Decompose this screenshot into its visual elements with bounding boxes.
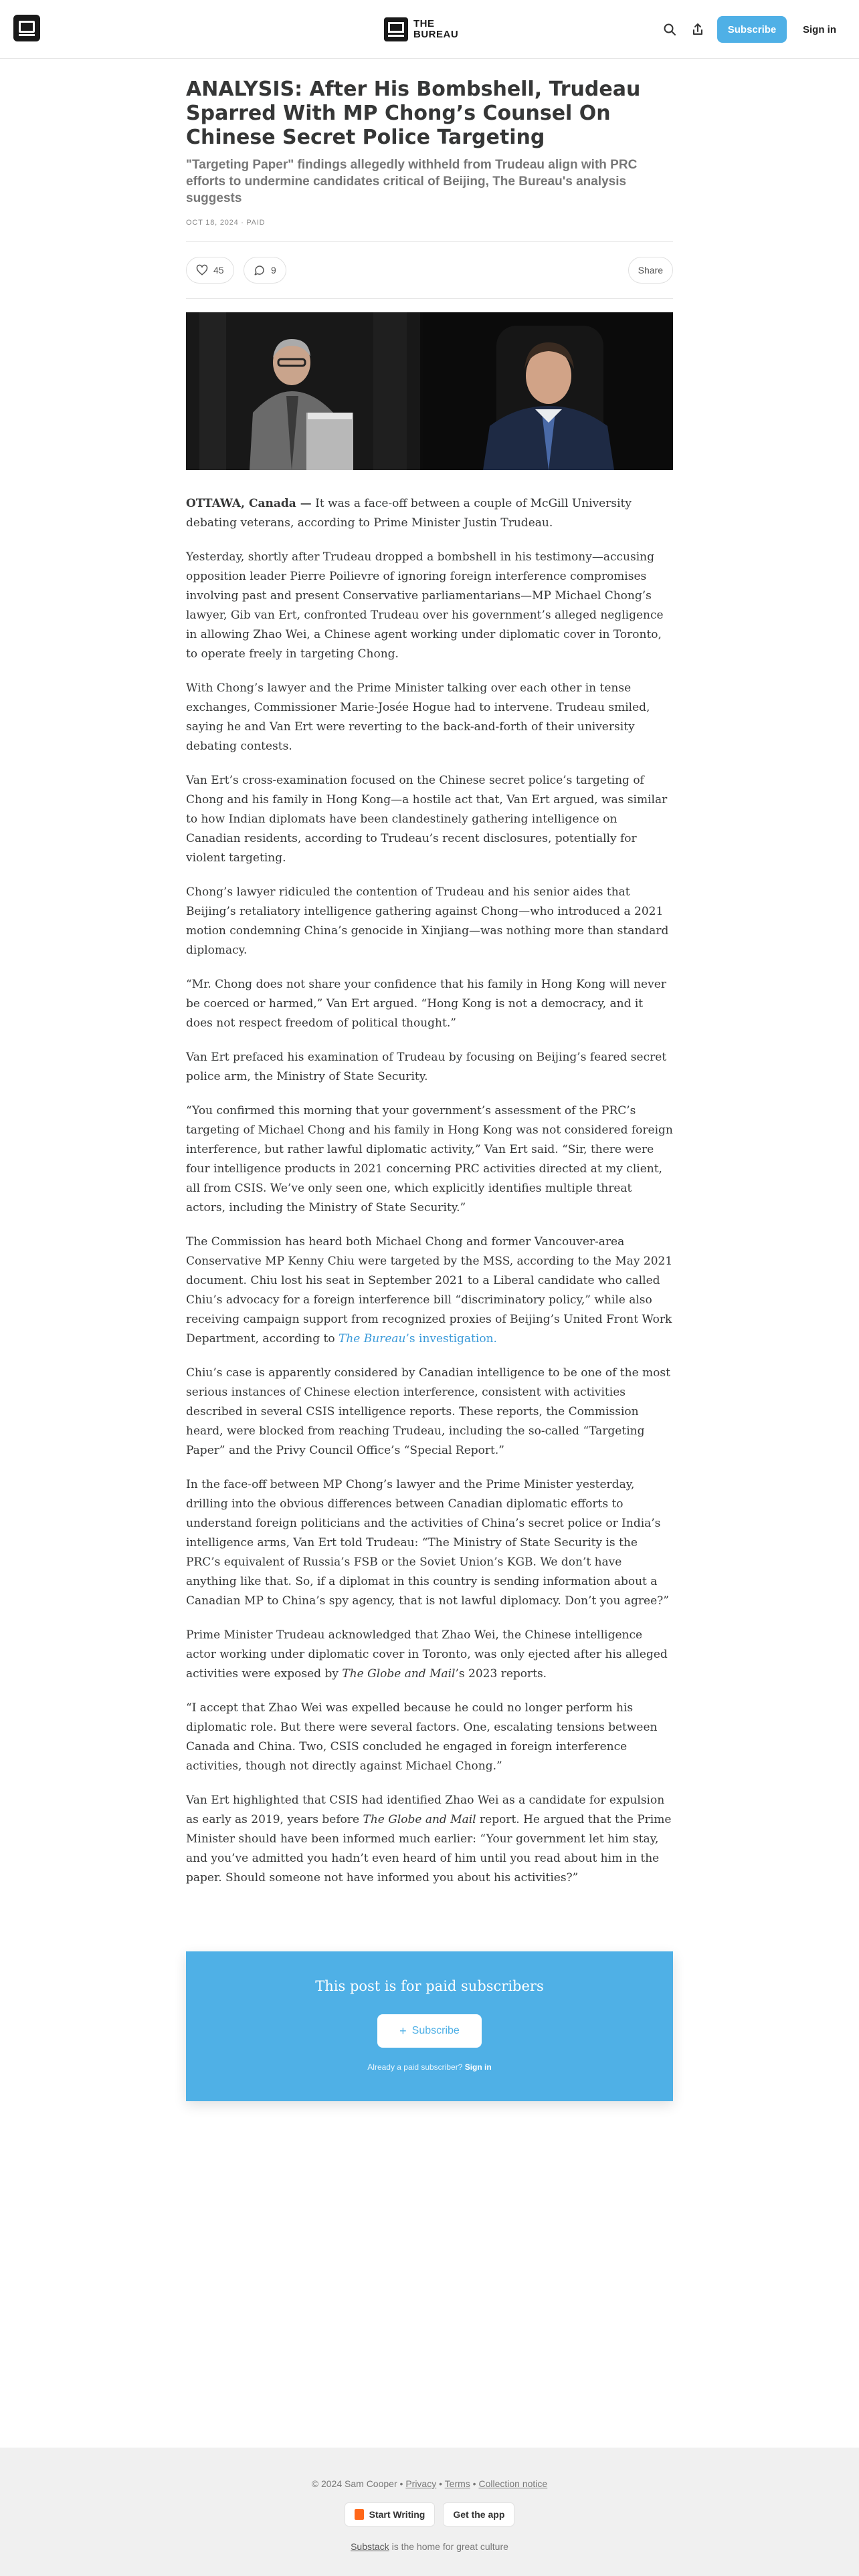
header-subscribe-button[interactable]: Subscribe (717, 16, 787, 43)
paragraph: The Commission has heard both Michael Chong and former Vancouver-area Conservative MP Kenny Chiu were targeted by the MSS, according to the May 2021 document. Chiu lost his seat in September 2021 to a Liberal candidate who called Chiu’s advocacy for a foreign interference bill “discriminatory policy,” while also receiving campaign support from recognized proxies of Beijing’s United Front Work Department, according to The Bureau’s investigation. (186, 1235, 673, 1346)
substack-link[interactable]: Substack (351, 2541, 389, 2552)
paragraph: Yesterday, shortly after Trudeau dropped a bombshell in his testimony—accusing opposition leader Pierre Poilievre of ignoring foreign interference compromises involving past and present Conservative parliamentarians—MP Michael Chong’s lawyer, Gib van Ert, confronted Trudeau over his government’s alleged negligence in allowing Zhao Wei, a Chinese agent working under diplomatic cover in Toronto, to operate freely in targeting Chong. (186, 550, 664, 661)
brand-name-line2: BUREAU (413, 29, 459, 40)
paragraph: Van Ert highlighted that CSIS had identified Zhao Wei as a candidate for expulsion as early as 2019, years before The Globe and Mail report. He argued that the Prime Minister should have been informed much earlier: “Your government let him stay, and you’ve admitted you hadn’t even heard of him until you read about him in the paper. Should someone not have informed you about his activities?” (186, 1794, 672, 1885)
top-navigation-bar (0, 0, 859, 59)
share-button[interactable] (628, 257, 673, 284)
start-writing-button[interactable]: Start Writing (345, 2502, 436, 2527)
post-date: OCT 18, 2024 (186, 219, 239, 227)
paragraph: “I accept that Zhao Wei was expelled because he could no longer perform his diplomatic role. But there were several factors. One, escalating tensions between Canada and China. Two, CSIS concluded he engaged in foreign interference activities, though not directly against Michael Chong.” (186, 1701, 658, 1773)
site-footer (0, 2448, 859, 2576)
dateline: OTTAWA, Canada — (186, 497, 312, 510)
comment-bubble-icon (254, 264, 266, 276)
post-title: ANALYSIS: After His Bombshell, Trudeau Sparred With MP Chong’s Counsel On Chinese Secret Police Targeting (186, 78, 641, 149)
paragraph: In the face-off between MP Chong’s lawyer and the Prime Minister yesterday, drilling into the obvious differences between Canadian diplomatic efforts to understand foreign politicians and the activities of China’s secret police or India’s intelligence arms, Van Ert told Trudeau: “The Ministry of State Security is the PRC’s equivalent of Russia’s FSB or the Soviet Union’s KGB. We don’t have anything like that. So, if a diplomat in this country is sending information about a Canadian MP to China’s spy agency, that is not lawful diplomacy. Don’t you agree?” (186, 1478, 669, 1608)
paragraph: Van Ert’s cross-examination focused on the Chinese secret police’s targeting of Chong and his family in Hong Kong—a hostile act that, Van Ert argued, was similar to how Indian diplomats have been clandestinely gathering intelligence on Canadian residents, according to Trudeau’s recent disclosures, potentially for violent targeting. (186, 774, 668, 865)
paragraph: OTTAWA, Canada — It was a face-off between a couple of McGill University debating veterans, according to Prime Minister Justin Trudeau. (186, 497, 632, 530)
paragraph: With Chong’s lawyer and the Prime Minister talking over each other in tense exchanges, Commissioner Marie-Josée Hogue had to intervene. Trudeau smiled, saying he and Van Ert were reverting to the back-and-forth of their university debating contests. (186, 681, 650, 753)
search-icon[interactable] (661, 21, 678, 38)
publication-logo-icon[interactable] (13, 15, 40, 41)
post-meta: OCT 18, 2024 ∙ PAID (186, 219, 266, 227)
share-upload-icon[interactable] (689, 21, 706, 38)
post-body (186, 494, 673, 1888)
like-button[interactable] (186, 257, 234, 284)
paywall-footer: Already a paid subscriber? Sign in (367, 2062, 492, 2072)
paragraph: Prime Minister Trudeau acknowledged that Zhao Wei, the Chinese intelligence actor working under diplomatic cover in Toronto, was only ejected after his alleged activities were exposed by The Globe and Mail’s 2023 reports. (186, 1628, 668, 1681)
paragraph: Van Ert prefaced his examination of Trudeau by focusing on Beijing’s feared secret police arm, the Ministry of State Security. (186, 1051, 667, 1083)
paragraph: “You confirmed this morning that your government’s assessment of the PRC’s targeting of Michael Chong and his family in Hong Kong was not considered foreign interference, but rather lawful diplomatic activity,” Van Ert said. “Sir, there were four intelligence products in 2021 concerning PRC activities directed at my client, all from CSIS. We’ve only seen one, which explicitly identifies multiple threat actors, including the Ministry of State Security.” (186, 1104, 673, 1214)
comments-button[interactable] (244, 257, 286, 284)
like-count: 45 (213, 265, 224, 276)
footer-copyright-row: © 2024 Sam Cooper • Privacy • Terms • Collection notice (311, 2478, 548, 2489)
heart-icon (196, 264, 208, 276)
comment-count: 9 (271, 265, 276, 276)
substack-logo-icon (355, 2509, 364, 2520)
plus-icon: + (399, 2024, 407, 2038)
share-label: Share (638, 265, 663, 276)
terms-link[interactable]: Terms (444, 2478, 470, 2489)
paragraph: Chiu’s case is apparently considered by Canadian intelligence to be one of the most serious instances of Chinese election interference, consistent with activities described in several CSIS intelligence reports. These reports, the Commission heard, were blocked from reaching Trudeau, including the so-called “Targeting Paper” and the Privy Council Office’s “Special Report.” (186, 1366, 670, 1457)
paywall-box (186, 1951, 673, 2101)
header-signin-button[interactable]: Sign in (796, 16, 843, 43)
paywall-signin-link[interactable]: Sign in (464, 2062, 492, 2072)
hero-image[interactable] (186, 312, 673, 470)
paragraph: Chong’s lawyer ridiculed the contention of Trudeau and his senior aides that Beijing’s retaliatory intelligence gathering against Chong—who introduced a 2021 motion condemning China’s genocide in Xinjiang—was nothing more than standard diplomacy. (186, 885, 669, 957)
bureau-investigation-link[interactable]: The Bureau’s investigation. (339, 1332, 497, 1346)
post-access-badge: PAID (246, 219, 266, 227)
brand-name-line1: THE (413, 18, 435, 29)
get-the-app-button[interactable]: Get the app (443, 2502, 514, 2527)
post-actions-bar (186, 241, 673, 299)
publication-brand[interactable] (384, 16, 458, 43)
hero-image-right-panel (423, 312, 673, 470)
paywall-subscribe-label: Subscribe (411, 2025, 460, 2036)
privacy-link[interactable]: Privacy (405, 2478, 437, 2489)
paywall-title: This post is for paid subscribers (315, 1978, 544, 1994)
article (186, 78, 673, 1903)
footer-tagline: Substack is the home for great culture (351, 2541, 508, 2552)
hero-image-left-panel (186, 312, 420, 470)
post-subtitle: "Targeting Paper" findings allegedly withheld from Trudeau align with PRC efforts to undermine candidates critical of Beijing, The Bureau's analysis suggests (186, 158, 638, 205)
brand-mark-icon (384, 17, 408, 41)
collection-notice-link[interactable]: Collection notice (478, 2478, 548, 2489)
paragraph: “Mr. Chong does not share your confidence that his family in Hong Kong will never be coerced or harmed,” Van Ert argued. “Hong Kong is not a democracy, and it does not respect freedom of political thought.” (186, 978, 666, 1030)
footer-buttons (0, 2502, 859, 2527)
paywall-subscribe-button[interactable] (377, 2014, 482, 2048)
